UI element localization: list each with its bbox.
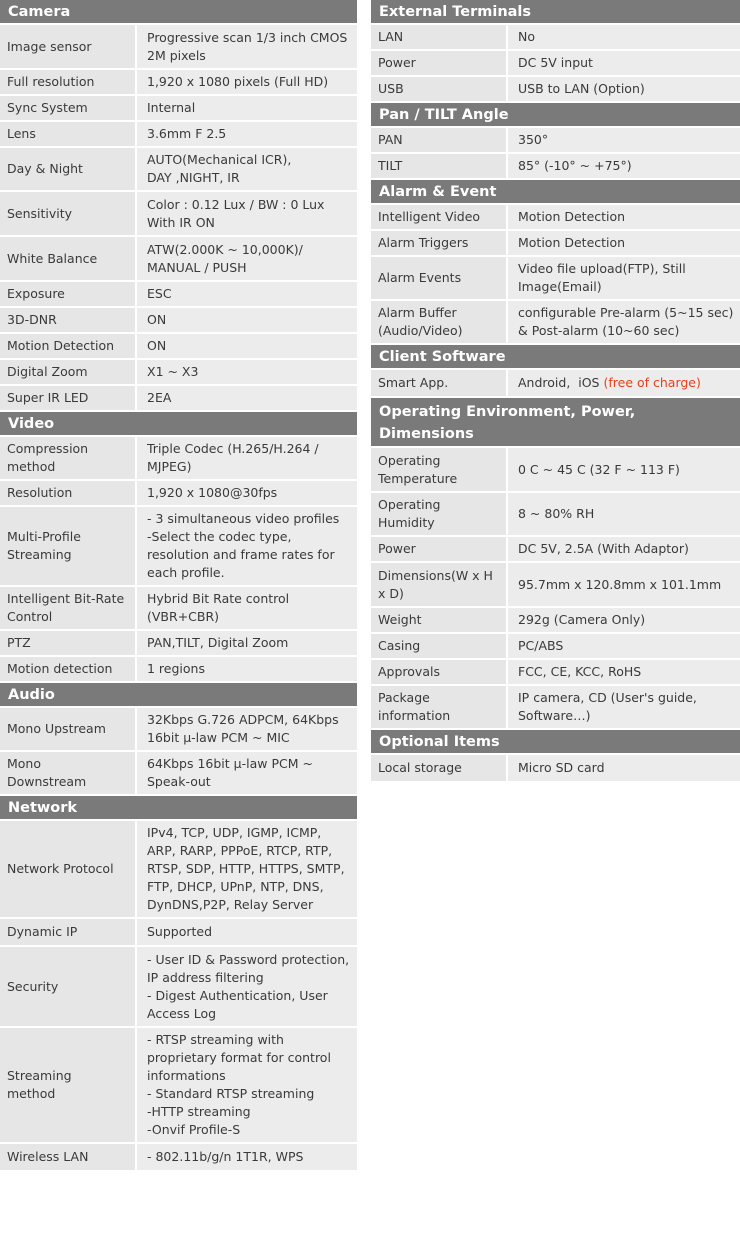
- spec-row: [371, 448, 740, 493]
- spec-value: Progressive scan 1/3 inch CMOS 2M pixels: [137, 25, 357, 68]
- spec-label: 3D-DNR: [0, 308, 137, 332]
- spec-label: Security: [0, 947, 137, 1026]
- spec-label: Alarm Buffer (Audio/Video): [371, 301, 508, 343]
- spec-label: Dimensions(W x H x D): [371, 563, 508, 606]
- spec-label: Power: [371, 537, 508, 561]
- section-header-alarm-event: Alarm & Event: [371, 180, 740, 205]
- spec-value: 0 C ~ 45 C (32 F ~ 113 F): [508, 448, 740, 491]
- spec-row: [371, 370, 740, 398]
- spec-row: [0, 237, 357, 282]
- spec-row: [371, 660, 740, 686]
- spec-label: USB: [371, 77, 508, 101]
- spec-row: [371, 608, 740, 634]
- spec-value: USB to LAN (Option): [508, 77, 740, 101]
- spec-value: No: [508, 25, 740, 49]
- spec-row: [0, 334, 357, 360]
- spec-row: [371, 154, 740, 180]
- section-header-operating-environment-power-dimensions: Operating Environment, Power, Dimensions: [371, 398, 740, 448]
- spec-label: Wireless LAN: [0, 1144, 137, 1170]
- spec-value: 292g (Camera Only): [508, 608, 740, 632]
- spec-column-left: [0, 0, 357, 1172]
- spec-value: IPv4, TCP, UDP, IGMP, ICMP, ARP, RARP, PPPoE, RTCP, RTP, RTSP, SDP, HTTP, HTTPS, SMTP, FTP, DHCP, UPnP, NTP, DNS, DynDNS,P2P, Relay Server: [137, 821, 357, 917]
- spec-row: [0, 821, 357, 919]
- spec-value: Internal: [137, 96, 357, 120]
- spec-value: X1 ~ X3: [137, 360, 357, 384]
- spec-label: Digital Zoom: [0, 360, 137, 384]
- spec-value: FCC, CE, KCC, RoHS: [508, 660, 740, 684]
- spec-row: [371, 231, 740, 257]
- spec-label: Full resolution: [0, 70, 137, 94]
- spec-value: 85° (-10° ~ +75°): [508, 154, 740, 178]
- section-header-audio: Audio: [0, 683, 357, 708]
- spec-row: [0, 947, 357, 1028]
- spec-value: PAN,TILT, Digital Zoom: [137, 631, 357, 655]
- spec-row: [0, 360, 357, 386]
- spec-label: PTZ: [0, 631, 137, 655]
- spec-label: Super IR LED: [0, 386, 137, 410]
- section-header-client-software: Client Software: [371, 345, 740, 370]
- spec-label: Network Protocol: [0, 821, 137, 917]
- spec-row: [0, 96, 357, 122]
- spec-row: [371, 301, 740, 345]
- spec-label: White Balance: [0, 237, 137, 280]
- spec-value: 95.7mm x 120.8mm x 101.1mm: [508, 563, 740, 606]
- spec-label: Alarm Events: [371, 257, 508, 299]
- spec-value: - 3 simultaneous video profiles -Select the codec type, resolution and frame rates for each profile.: [137, 507, 357, 585]
- spec-value: ON: [137, 308, 357, 332]
- spec-label: Operating Humidity: [371, 493, 508, 535]
- spec-label: Resolution: [0, 481, 137, 505]
- spec-row: [0, 752, 357, 796]
- spec-row: [0, 507, 357, 587]
- spec-row: [0, 708, 357, 752]
- spec-label: Dynamic IP: [0, 919, 137, 945]
- spec-row: [371, 493, 740, 537]
- spec-value: 3.6mm F 2.5: [137, 122, 357, 146]
- spec-row: [371, 537, 740, 563]
- spec-label: Power: [371, 51, 508, 75]
- spec-value: ATW(2.000K ~ 10,000K)/ MANUAL / PUSH: [137, 237, 357, 280]
- spec-label: Package information: [371, 686, 508, 728]
- spec-label: Mono Downstream: [0, 752, 137, 794]
- spec-row: [371, 205, 740, 231]
- spec-row: [0, 1144, 357, 1172]
- spec-value: ESC: [137, 282, 357, 306]
- spec-row: [0, 587, 357, 631]
- spec-value: [508, 370, 740, 396]
- section-header-external-terminals: External Terminals: [371, 0, 740, 25]
- spec-label: Intelligent Bit-Rate Control: [0, 587, 137, 629]
- spec-value: Hybrid Bit Rate control (VBR+CBR): [137, 587, 357, 629]
- section-header-camera: Camera: [0, 0, 357, 25]
- spec-label: TILT: [371, 154, 508, 178]
- spec-value: 1,920 x 1080 pixels (Full HD): [137, 70, 357, 94]
- spec-label: Multi-Profile Streaming: [0, 507, 137, 585]
- spec-value: ON: [137, 334, 357, 358]
- spec-value: 350°: [508, 128, 740, 152]
- spec-value: 64Kbps 16bit μ-law PCM ~ Speak-out: [137, 752, 357, 794]
- spec-row: [0, 1028, 357, 1144]
- spec-value: configurable Pre-alarm (5~15 sec) & Post-alarm (10~60 sec): [508, 301, 740, 343]
- spec-row: [371, 634, 740, 660]
- spec-label: Sync System: [0, 96, 137, 120]
- spec-value: Motion Detection: [508, 231, 740, 255]
- spec-label: Motion Detection: [0, 334, 137, 358]
- spec-value: DC 5V, 2.5A (With Adaptor): [508, 537, 740, 561]
- spec-row: [0, 192, 357, 237]
- spec-row: [371, 686, 740, 730]
- spec-label: Operating Temperature: [371, 448, 508, 491]
- section-header-pan-tilt-angle: Pan / TILT Angle: [371, 103, 740, 128]
- spec-label: Motion detection: [0, 657, 137, 681]
- spec-label: Lens: [0, 122, 137, 146]
- spec-value: 1 regions: [137, 657, 357, 681]
- spec-row: [371, 755, 740, 783]
- spec-value: AUTO(Mechanical ICR), DAY ,NIGHT, IR: [137, 148, 357, 190]
- spec-label: Local storage: [371, 755, 508, 781]
- spec-label: Weight: [371, 608, 508, 632]
- spec-value: Color : 0.12 Lux / BW : 0 Lux With IR ON: [137, 192, 357, 235]
- spec-value: Video file upload(FTP), Still Image(Email): [508, 257, 740, 299]
- spec-row: [0, 631, 357, 657]
- spec-label: Sensitivity: [0, 192, 137, 235]
- spec-value: Triple Codec (H.265/H.264 / MJPEG): [137, 437, 357, 479]
- spec-label: LAN: [371, 25, 508, 49]
- section-header-network: Network: [0, 796, 357, 821]
- spec-value: Micro SD card: [508, 755, 740, 781]
- spec-label: PAN: [371, 128, 508, 152]
- spec-row: [0, 308, 357, 334]
- spec-value: 8 ~ 80% RH: [508, 493, 740, 535]
- spec-value: 32Kbps G.726 ADPCM, 64Kbps 16bit μ-law PCM ~ MIC: [137, 708, 357, 750]
- spec-value: Motion Detection: [508, 205, 740, 229]
- spec-row: [0, 25, 357, 70]
- spec-label: Intelligent Video: [371, 205, 508, 229]
- spec-row: [371, 77, 740, 103]
- spec-label: Image sensor: [0, 25, 137, 68]
- spec-row: [371, 25, 740, 51]
- spec-value: IP camera, CD (User's guide, Software…): [508, 686, 740, 728]
- spec-value: 2EA: [137, 386, 357, 410]
- spec-value: - RTSP streaming with proprietary format for control informations - Standard RTSP streaming -HTTP streaming -Onvif Profile-S: [137, 1028, 357, 1142]
- spec-value: - 802.11b/g/n 1T1R, WPS: [137, 1144, 357, 1170]
- spec-label: Casing: [371, 634, 508, 658]
- spec-row: [0, 386, 357, 412]
- spec-value-text: Android, iOS: [518, 375, 600, 390]
- spec-label: Approvals: [371, 660, 508, 684]
- spec-row: [371, 563, 740, 608]
- spec-value: Supported: [137, 919, 357, 945]
- spec-value: 1,920 x 1080@30fps: [137, 481, 357, 505]
- spec-row: [0, 481, 357, 507]
- spec-label: Exposure: [0, 282, 137, 306]
- spec-row: [0, 122, 357, 148]
- spec-label: Alarm Triggers: [371, 231, 508, 255]
- spec-row: [0, 70, 357, 96]
- spec-label: Smart App.: [371, 370, 508, 396]
- spec-row: [371, 257, 740, 301]
- spec-value: - User ID & Password protection, IP address filtering - Digest Authentication, User Access Log: [137, 947, 357, 1026]
- spec-row: [0, 282, 357, 308]
- spec-row: [0, 657, 357, 683]
- spec-row: [0, 919, 357, 947]
- spec-label: Day & Night: [0, 148, 137, 190]
- spec-value: PC/ABS: [508, 634, 740, 658]
- spec-row: [371, 128, 740, 154]
- spec-label: Streaming method: [0, 1028, 137, 1142]
- section-header-video: Video: [0, 412, 357, 437]
- spec-label: Mono Upstream: [0, 708, 137, 750]
- spec-label: Compression method: [0, 437, 137, 479]
- spec-row: [0, 148, 357, 192]
- section-header-optional-items: Optional Items: [371, 730, 740, 755]
- spec-row: [0, 437, 357, 481]
- free-of-charge-note: (free of charge): [603, 375, 701, 390]
- spec-row: [371, 51, 740, 77]
- spec-value: DC 5V input: [508, 51, 740, 75]
- spec-column-right: [371, 0, 740, 783]
